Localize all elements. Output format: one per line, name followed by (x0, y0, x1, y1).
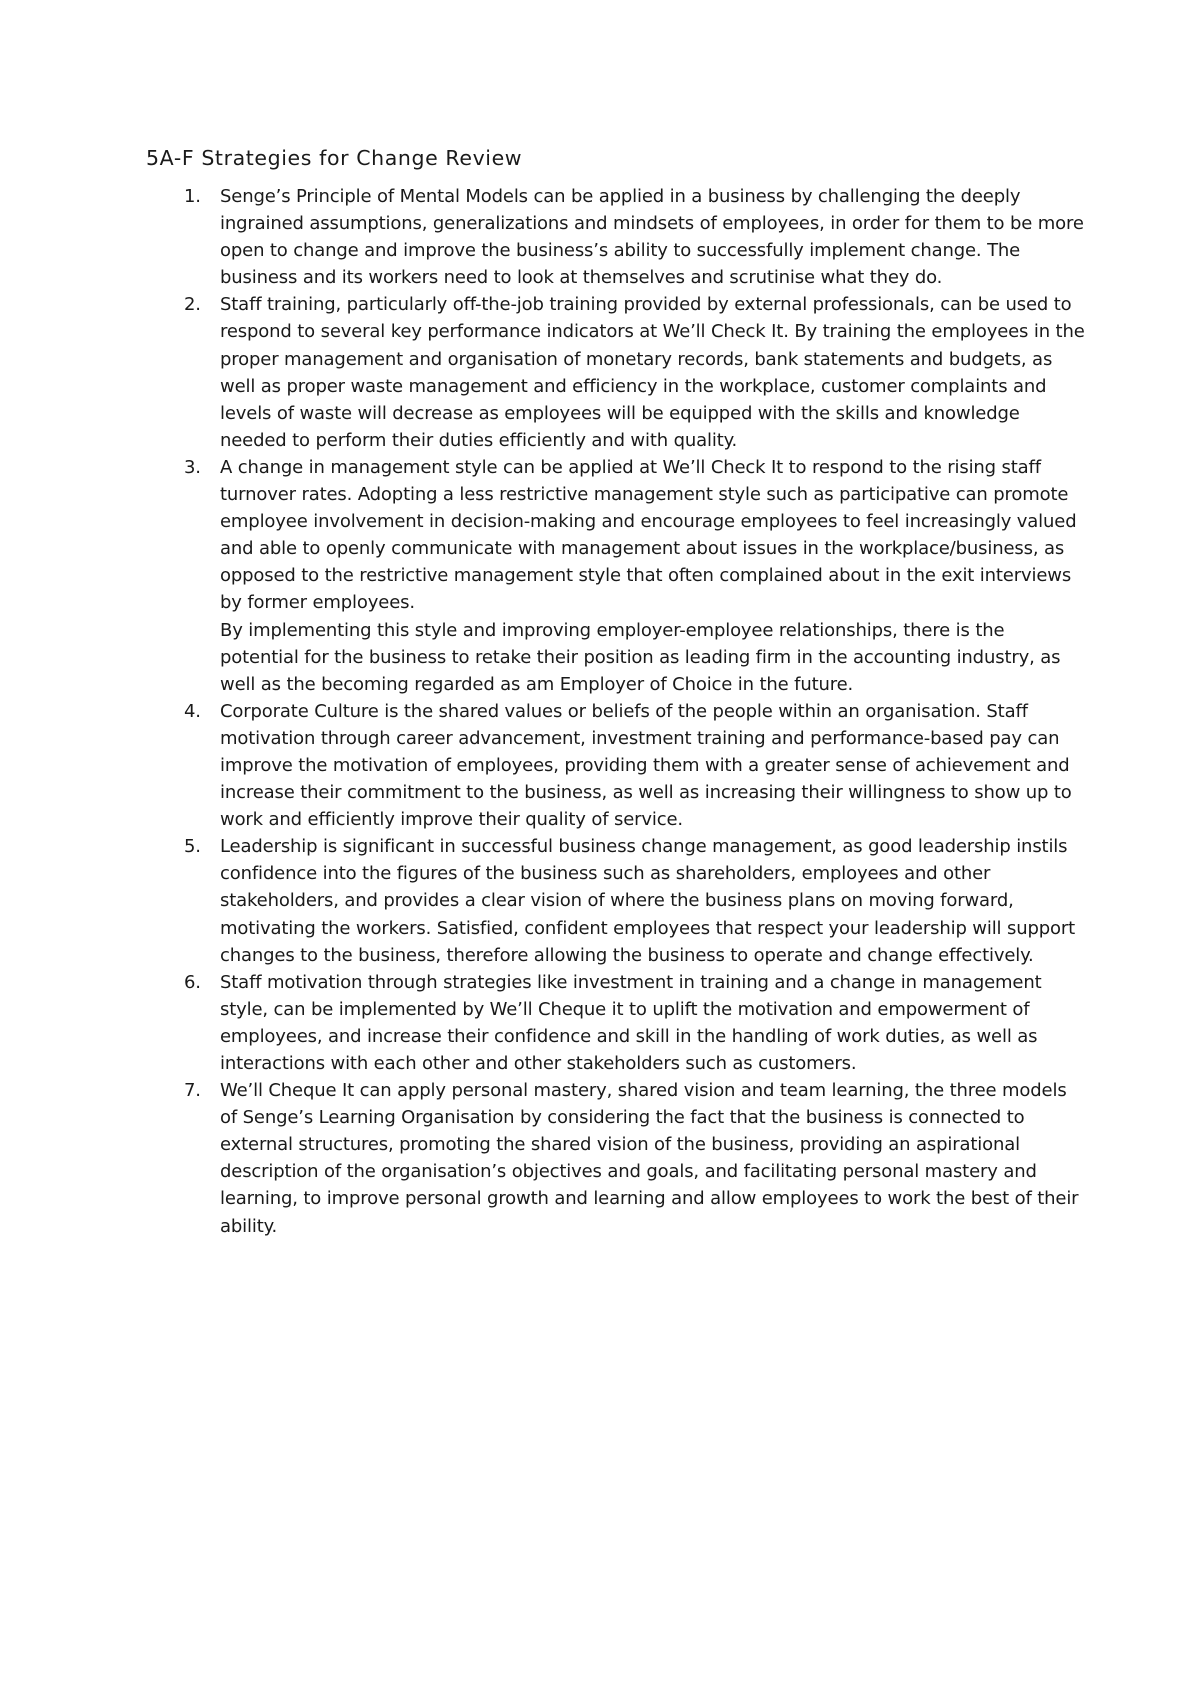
document-title: 5A-F Strategies for Change Review (146, 146, 523, 170)
list-item-text: A change in management style can be applied at We’ll Check It to respond to the rising staff turnover rates. Adopting a less restrictive management style such as participative can promote employee involvement in decision-making and encourage employees to feel increasingly valued and able to openly communicate with management about issues in the workplace/business, as opposed to the restrictive management style that often complained about in the exit interviews by former employees. (220, 456, 1077, 614)
list-item (146, 969, 1086, 1077)
list-item-text: Senge’s Principle of Mental Models can be applied in a business by challenging the deeply ingrained assumptions, generalizations and mindsets of employees, in order for them to be more open to change and improve the business’s ability to successfully implement change. The business and its workers need to look at themselves and scrutinise what they do. (220, 186, 1084, 289)
list-item-text: Staff training, particularly off-the-job training provided by external professionals, can be used to respond to several key performance indicators at We’ll Check It. By training the employees in the proper management and organisation of monetary records, bank statements and budgets, as well as proper waste management and efficiency in the workplace, customer complaints and levels of waste will decrease as employees will be equipped with the skills and knowledge needed to perform their duties efficiently and with quality. (220, 294, 1085, 451)
list-item (146, 698, 1086, 833)
list-item (146, 833, 1086, 968)
numbered-list (146, 183, 1086, 1240)
list-item-text: Corporate Culture is the shared values or beliefs of the people within an organisation. Staff motivation through career advancement, investment training and performance-based pay can improve the motivation of employees, providing them with a greater sense of achievement and increase their commitment to the business, as well as increasing their willingness to show up to work and efficiently improve their quality of service. (220, 700, 1072, 831)
list-item-number: 5. (184, 836, 201, 858)
list-item-text-continued: By implementing this style and improving employer-employee relationships, there is the potential for the business to retake their position as leading firm in the accounting industry, as well as the becoming regarded as am Employer of Choice in the future. (220, 619, 1061, 695)
list-item (146, 454, 1086, 698)
list-item (146, 183, 1086, 291)
list-item (146, 1077, 1086, 1240)
list-item-text: Staff motivation through strategies like investment in training and a change in management style, can be implemented by We’ll Cheque it to uplift the motivation and empowerment of employees, and increase their confidence and skill in the handling of work duties, as well as interactions with each other and other stakeholders such as customers. (220, 971, 1042, 1074)
list-item (146, 291, 1086, 454)
document-content (146, 143, 1086, 1240)
list-item-number: 1. (184, 186, 201, 207)
list-item-number: 7. (184, 1080, 201, 1102)
list-item-number: 2. (184, 294, 201, 316)
list-item-number: 6. (184, 971, 201, 993)
list-item-text: Leadership is significant in successful business change management, as good leadership instils confidence into the figures of the business such as shareholders, employees and other stakeholders, and provides a clear vision of where the business plans on moving forward, motivating the workers. Satisfied, confident employees that respect your leadership will support changes to the business, therefore allowing the business to operate and change effectively. (220, 836, 1076, 966)
list-item-number: 4. (184, 700, 201, 722)
list-item-number: 3. (184, 456, 201, 478)
list-item-text: We’ll Cheque It can apply personal mastery, shared vision and team learning, the three models of Senge’s Learning Organisation by considering the fact that the business is connected to external structures, promoting the shared vision of the business, providing an aspirational description of the organisation’s objectives and goals, and facilitating personal mastery and learning, to improve personal growth and learning and allow employees to work the best of their ability. (220, 1080, 1079, 1237)
